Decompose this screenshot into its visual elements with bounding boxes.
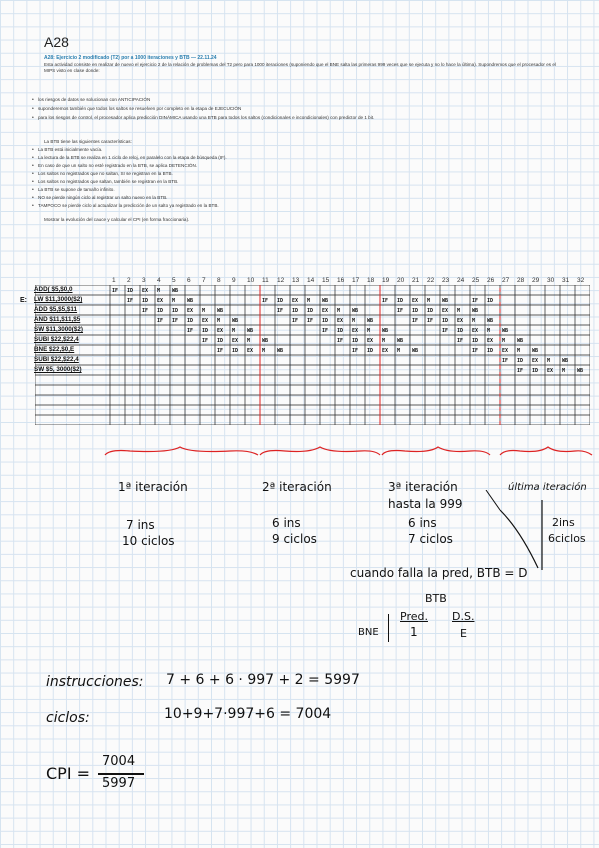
iter1-ins: 7 ins: [126, 518, 155, 532]
stage-cell: ID: [157, 307, 164, 314]
stage-cell: IF: [442, 327, 449, 334]
stage-cell: ID: [202, 327, 209, 334]
stage-cell: WB: [187, 297, 194, 304]
stage-cell: EX: [322, 307, 329, 314]
column-number: 19: [382, 277, 390, 284]
column-number: 9: [232, 277, 236, 284]
last-iteration-label: última iteración: [508, 482, 587, 493]
stage-cell: ID: [337, 327, 344, 334]
stage-cell: IF: [517, 367, 524, 374]
bullet-item: • Los saltos no registrados que saltan, también se registran en la BTB.: [38, 179, 558, 185]
bullet-item: • suponderemos también que todos los saltos se resuelven por completo en la etapa de EJECUCIÓN: [38, 106, 558, 112]
stage-cell: M: [202, 307, 206, 314]
column-number: 17: [352, 277, 360, 284]
stage-cell: IF: [262, 297, 269, 304]
stage-cell: IF: [217, 347, 224, 354]
stage-cell: M: [562, 367, 566, 374]
stage-cell: ID: [442, 317, 449, 324]
stage-cell: WB: [247, 327, 254, 334]
stage-cell: IF: [382, 297, 389, 304]
column-number: 11: [262, 277, 269, 284]
stage-cell: EX: [157, 297, 164, 304]
column-number: 15: [322, 277, 330, 284]
stage-cell: M: [172, 297, 176, 304]
stage-cell: M: [217, 317, 221, 324]
stage-cell: WB: [217, 307, 224, 314]
bullet-item: • En caso de que un salto no esté registrado en la BTB, se aplica DETENCIÓN.: [38, 163, 558, 169]
instruction-label: BNE $22,$0,E: [34, 346, 75, 353]
stage-cell: IF: [307, 317, 314, 324]
stage-cell: ID: [322, 317, 329, 324]
stage-cell: M: [547, 357, 551, 364]
stage-cell: EX: [532, 357, 539, 364]
stage-cell: EX: [202, 317, 209, 324]
stage-cell: WB: [322, 297, 329, 304]
stage-cell: ID: [307, 307, 314, 314]
stage-cell: ID: [352, 337, 359, 344]
stage-cell: WB: [487, 317, 494, 324]
stage-cell: EX: [382, 347, 389, 354]
stage-cell: M: [307, 297, 311, 304]
stage-cell: WB: [262, 337, 269, 344]
stage-cell: EX: [247, 347, 254, 354]
column-number: 24: [457, 277, 465, 284]
cpi-numerator: 7004: [102, 754, 136, 769]
iter3-cycles: 7 ciclos: [408, 532, 453, 546]
stage-cell: M: [352, 317, 356, 324]
iter2-ins: 6 ins: [272, 516, 301, 530]
column-number: 14: [307, 277, 315, 284]
instruction-label: SW $5, 3000($2): [34, 366, 82, 373]
iter2-cycles: 9 ciclos: [272, 532, 317, 546]
cpi-fraction-bar: [98, 773, 144, 775]
column-number: 16: [337, 277, 345, 284]
column-number: 25: [472, 277, 480, 284]
btb-divider: [388, 614, 389, 642]
bullet-item: • los riesgos de datos se solucionan con ANTICIPACIÓN: [38, 97, 558, 103]
stage-cell: EX: [442, 307, 449, 314]
column-number: 21: [412, 277, 420, 284]
bullet-item: • La lectura de la BTB se realiza en 1 ciclo de reloj, en paralelo con la etapa de búsqueda (IF).: [38, 155, 558, 161]
stage-cell: IF: [187, 327, 194, 334]
subtitle: A28: Ejercicio 2 modificado (T2) por a 1000 iteraciones y BTB — 22.11.24: [44, 55, 217, 61]
stage-cell: IF: [412, 317, 419, 324]
stage-cell: EX: [217, 327, 224, 334]
stage-cell: IF: [352, 347, 359, 354]
stage-cell: M: [487, 327, 491, 334]
stage-cell: IF: [322, 327, 329, 334]
column-number: 28: [517, 277, 525, 284]
stage-cell: ID: [397, 297, 404, 304]
column-number: 29: [532, 277, 540, 284]
stage-cell: M: [427, 297, 431, 304]
column-number: 13: [292, 277, 300, 284]
iteration-2-label: 2ª iteración: [262, 480, 332, 494]
stage-cell: WB: [352, 307, 359, 314]
bullet-item: • La BTB está inicialmente vacía.: [38, 147, 558, 153]
instruction-label: SW $11,3000($2): [34, 326, 84, 333]
stage-cell: M: [247, 337, 251, 344]
stage-cell: WB: [277, 347, 284, 354]
column-number: 18: [367, 277, 375, 284]
stage-cell: IF: [157, 317, 164, 324]
stage-cell: ID: [412, 307, 419, 314]
column-number: 2: [127, 277, 131, 284]
stage-cell: M: [397, 347, 401, 354]
stage-cell: EX: [142, 287, 149, 294]
cycles-label: ciclos:: [46, 710, 90, 726]
stage-cell: IF: [202, 337, 209, 344]
column-number: 5: [172, 277, 176, 284]
stage-cell: ID: [487, 297, 494, 304]
stage-cell: IF: [172, 317, 179, 324]
stage-cell: WB: [232, 317, 239, 324]
stage-cell: M: [502, 337, 506, 344]
stage-cell: IF: [127, 297, 134, 304]
stage-cell: IF: [112, 287, 119, 294]
stage-cell: WB: [532, 347, 539, 354]
stage-cell: WB: [367, 317, 374, 324]
stage-cell: EX: [337, 317, 344, 324]
stage-cell: IF: [292, 317, 299, 324]
closing-text: Mostrar la evolución del cauce y calcular el CPI (en forma fraccionaria).: [44, 217, 190, 222]
stage-cell: M: [337, 307, 341, 314]
prediction-fail-note: cuando falla la pred, BTB = D: [350, 566, 528, 580]
iter4-ins: 2ins: [552, 516, 575, 529]
stage-cell: ID: [457, 327, 464, 334]
stage-cell: IF: [142, 307, 149, 314]
column-number: 8: [217, 277, 221, 284]
instructions-label: instrucciones:: [46, 674, 144, 690]
stage-cell: ID: [277, 297, 284, 304]
stage-cell: M: [457, 307, 461, 314]
stage-cell: EX: [367, 337, 374, 344]
instruction-label: ADD $5,$5,$11: [34, 306, 78, 313]
column-number: 1: [112, 277, 116, 284]
stage-cell: IF: [472, 347, 479, 354]
column-number: 7: [202, 277, 206, 284]
stage-cell: M: [367, 327, 371, 334]
entry-label: E:: [20, 297, 27, 304]
bullet-item: • TAMPOCO se pierde ciclo al actualizar la predicción de un salto ya registrado en la BTB.: [38, 203, 558, 209]
pipeline-table: [35, 285, 590, 425]
instruction-label: LW $11,3000($2): [34, 296, 83, 303]
stage-cell: IF: [337, 337, 344, 344]
stage-cell: EX: [352, 327, 359, 334]
cpi-denominator: 5997: [102, 776, 136, 791]
column-number: 10: [247, 277, 255, 284]
column-number: 4: [157, 277, 161, 284]
stage-cell: ID: [367, 347, 374, 354]
stage-cell: ID: [187, 317, 194, 324]
stage-cell: ID: [232, 347, 239, 354]
stage-cell: EX: [457, 317, 464, 324]
stage-cell: WB: [397, 337, 404, 344]
iter3-ins: 6 ins: [408, 516, 437, 530]
stage-cell: EX: [187, 307, 194, 314]
btb-title: BTB: [425, 592, 447, 605]
iter1-cycles: 10 ciclos: [122, 534, 175, 548]
bullet-item: • Los saltos no registrados que no saltan, SI se registran en la BTB.: [38, 171, 558, 177]
iteration-braces: [0, 445, 599, 475]
stage-cell: ID: [217, 337, 224, 344]
stage-cell: ID: [292, 307, 299, 314]
stage-cell: EX: [412, 297, 419, 304]
stage-cell: WB: [562, 357, 569, 364]
stage-cell: ID: [172, 307, 179, 314]
column-number: 30: [547, 277, 555, 284]
stage-cell: EX: [487, 337, 494, 344]
stage-cell: WB: [472, 307, 479, 314]
intro-text: Esta actividad consiste en realizar de nuevo el ejercicio 2 de la relación de problemas del T2 pero para 1000 iteraciones (suponiendo que el BNE salta las primeras 999 veces que se ejecuta y no lo hace la última). Supondremos que el procesador es el MIPS visto en clase donde:: [44, 62, 556, 74]
iteration-3-label: 3ª iteración: [388, 480, 458, 494]
cycles-equation: 10+9+7·997+6 = 7004: [164, 706, 332, 722]
stage-cell: ID: [532, 367, 539, 374]
stage-cell: M: [382, 337, 386, 344]
stage-cell: WB: [577, 367, 584, 374]
stage-cell: EX: [472, 327, 479, 334]
stage-cell: EX: [292, 297, 299, 304]
column-number: 22: [427, 277, 435, 284]
stage-cell: IF: [427, 317, 434, 324]
stage-cell: M: [157, 287, 161, 294]
btb-value-ds: E: [460, 627, 467, 640]
btb-intro: La BTB tiene las siguientes características:: [44, 139, 132, 144]
column-number: 31: [562, 277, 570, 284]
stage-cell: ID: [127, 287, 134, 294]
page-title: A28: [44, 34, 69, 50]
stage-cell: EX: [232, 337, 239, 344]
column-number: 32: [577, 277, 585, 284]
bullet-item: • La BTB se supone de tamaño infinito.: [38, 187, 558, 193]
stage-cell: WB: [382, 327, 389, 334]
instruction-label: AND $11,$11,$5: [34, 316, 81, 323]
column-number: 6: [187, 277, 191, 284]
instructions-equation: 7 + 6 + 6 · 997 + 2 = 5997: [166, 672, 360, 688]
stage-cell: M: [262, 347, 266, 354]
column-number: 26: [487, 277, 495, 284]
stage-cell: WB: [502, 327, 509, 334]
bullet-item: • para los riesgos de control, el procesador aplica predicción DINÁMICA usando una BTB para todos los saltos (condicionales e incondicionales) con predictor de 1 bit.: [38, 115, 518, 121]
stage-cell: ID: [142, 297, 149, 304]
stage-cell: EX: [502, 347, 509, 354]
btb-col-pred: Pred.: [400, 610, 428, 623]
instruction-label: SUBI $22,$22,4: [34, 356, 79, 363]
column-number: 27: [502, 277, 510, 284]
btb-col-ds: D.S.: [452, 610, 475, 623]
column-number: 3: [142, 277, 146, 284]
stage-cell: WB: [172, 287, 179, 294]
iteration-1-label: 1ª iteración: [118, 480, 188, 494]
instruction-label: SUBI $22,$22,4: [34, 336, 79, 343]
stage-cell: ID: [517, 357, 524, 364]
column-number: 23: [442, 277, 450, 284]
stage-cell: ID: [487, 347, 494, 354]
cpi-label: CPI =: [46, 764, 91, 783]
stage-cell: IF: [457, 337, 464, 344]
stage-cell: IF: [502, 357, 509, 364]
iteration-3-sublabel: hasta la 999: [388, 497, 463, 511]
bullet-item: • NO se pierde ningún ciclo al registrar un salto nuevo en la BTB.: [38, 195, 558, 201]
stage-cell: EX: [547, 367, 554, 374]
btb-row-bne: BNE: [358, 627, 379, 638]
instruction-label: ADD( $5,$0,0: [34, 286, 73, 293]
column-number: 12: [277, 277, 285, 284]
stage-cell: M: [232, 327, 236, 334]
column-number: 20: [397, 277, 405, 284]
stage-cell: WB: [412, 347, 419, 354]
stage-cell: IF: [472, 297, 479, 304]
stage-cell: IF: [277, 307, 284, 314]
stage-cell: M: [472, 317, 476, 324]
iter4-cycles: 6ciclos: [548, 532, 586, 545]
stage-cell: ID: [427, 307, 434, 314]
stage-cell: WB: [442, 297, 449, 304]
stage-cell: WB: [517, 337, 524, 344]
stage-cell: ID: [472, 337, 479, 344]
stage-cell: M: [517, 347, 521, 354]
btb-value-pred: 1: [410, 625, 418, 639]
stage-cell: IF: [397, 307, 404, 314]
